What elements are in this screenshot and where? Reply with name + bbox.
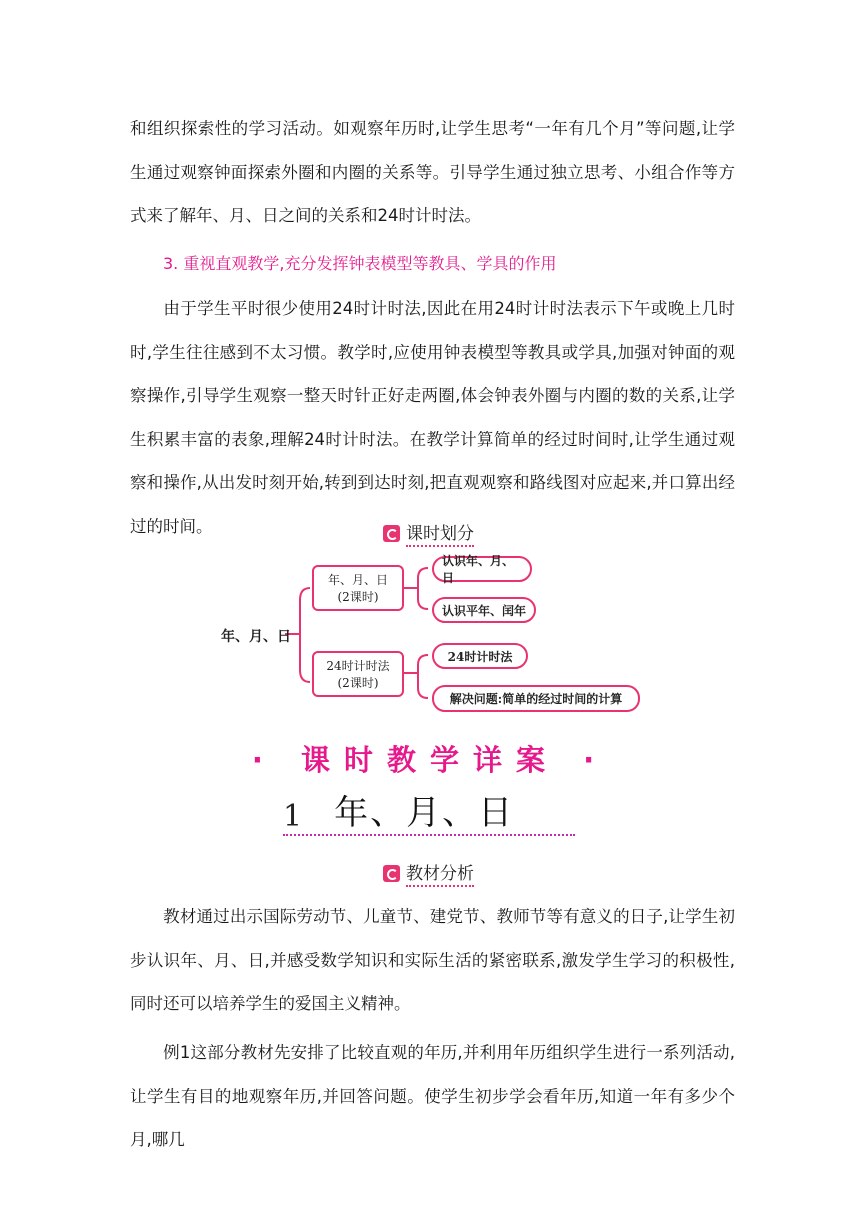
diagram-leaf-4: 解决问题:简单的经过时间的计算	[432, 685, 640, 712]
diagram-leaf-3: 24时计时法	[432, 643, 528, 669]
diagram-root: 年、月、日	[221, 629, 291, 645]
node-hours: (2课时)	[337, 590, 379, 604]
section-tag-analysis	[383, 859, 474, 887]
diagram-node-year-month-day	[312, 565, 404, 611]
lesson-plan-banner: · 课时教学详案 ·	[251, 743, 609, 777]
bookmark-icon	[383, 525, 400, 542]
section-heading-3: 3. 重视直观教学,充分发挥钟表模型等教具、学具的作用	[163, 254, 557, 273]
node-hours: (2课时)	[337, 676, 379, 690]
paragraph-intuitive-teaching: 由于学生平时很少使用24时计时法,因此在用24时计时法表示下午或晚上几时时,学生往往感到不太习惯。教学时,应使用钟表模型等教具或学具,加强对钟面的观察操作,引导学生观察一整天时针正好走两圈,体会钟表外圈与内圈的数的关系,让学生积累丰富的表象,理解24时计时法。在教学计算简单的经过时间时,让学生通过观察和操作,从出发时刻开始,转到到达时刻,把直观观察和路线图对应起来,并口算出经过的时间。	[130, 299, 735, 536]
node-label: 24时计时法	[326, 659, 390, 673]
paragraph-intro-continued: 和组织探索性的学习活动。如观察年历时,让学生思考“一年有几个月”等问题,让学生通过观察钟面探索外圈和内圈的关系等。引导学生通过独立思考、小组合作等方式来了解年、月、日之间的关系和24时计时法。	[130, 119, 735, 225]
section-tag-label: 教材分析	[406, 859, 474, 887]
paragraph-example-1: 例1这部分教材先安排了比较直观的年历,并利用年历组织学生进行一系列活动,让学生有目的地观察年历,并回答问题。使学生初步学会看年历,知道一年有多少个月,哪几	[130, 1043, 735, 1149]
section-tag-label: 课时划分	[406, 519, 474, 547]
lesson-title	[283, 792, 575, 836]
lesson-name: 年、月、日	[334, 793, 515, 833]
paragraph-textbook-intro: 教材通过出示国际劳动节、儿童节、建党节、教师节等有意义的日子,让学生初步认识年、月、日,并感受数学知识和实际生活的紧密联系,激发学生学习的积极性,同时还可以培养学生的爱国主义精神。	[130, 907, 735, 1013]
diagram-leaf-2: 认识平年、闰年	[432, 597, 536, 623]
section-tag-schedule	[383, 519, 474, 547]
lesson-number: 1	[283, 799, 303, 834]
bookmark-icon	[383, 865, 400, 882]
node-label: 年、月、日	[327, 573, 388, 587]
diagram-node-24-hour	[312, 651, 404, 697]
diagram-leaf-1: 认识年、月、日	[432, 556, 532, 582]
